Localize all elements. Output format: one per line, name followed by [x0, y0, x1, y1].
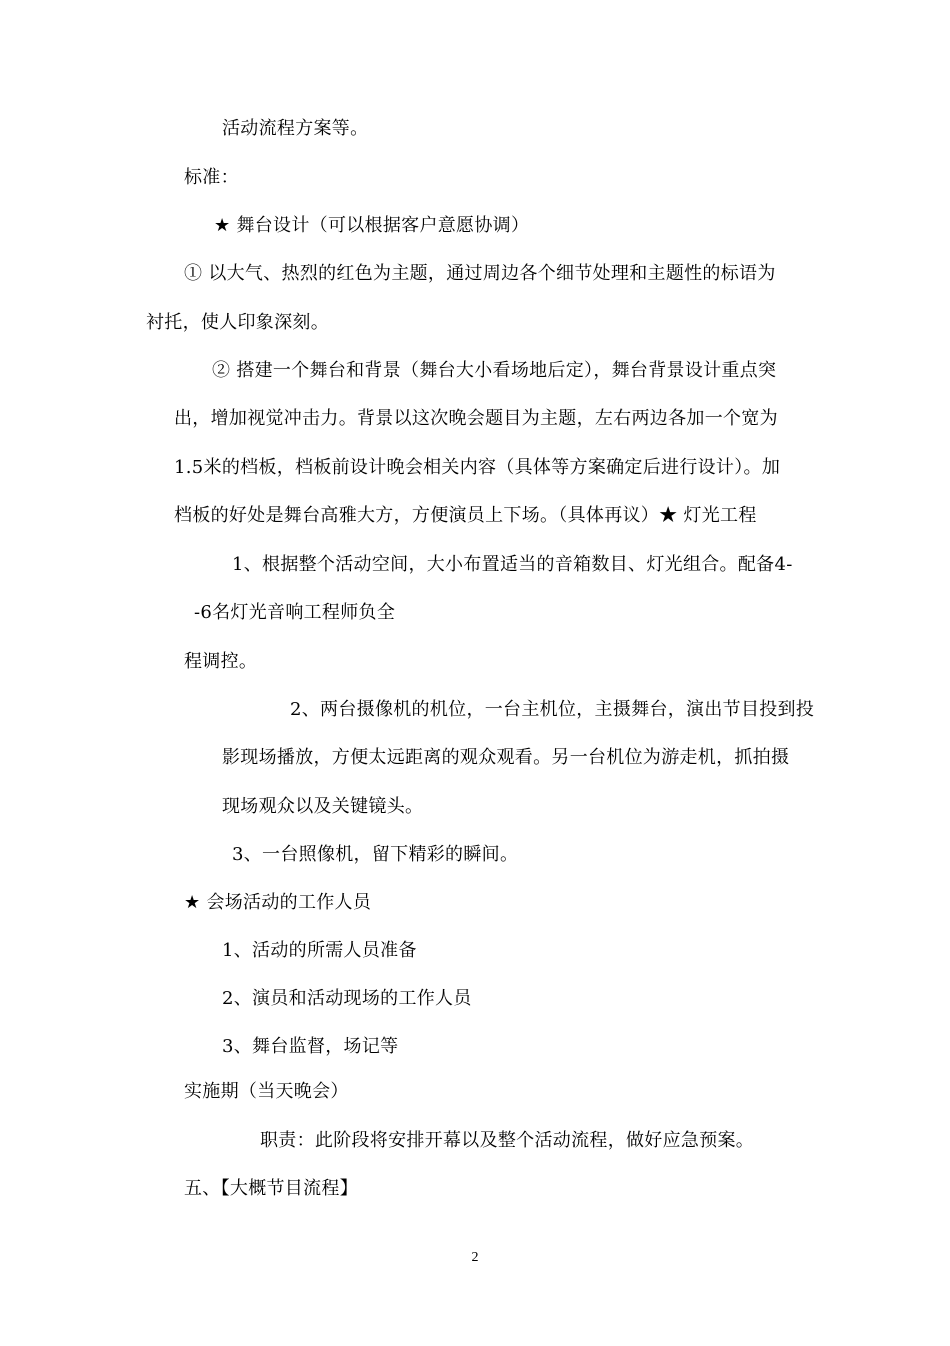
- page-number: 2: [471, 1250, 479, 1265]
- text-line-11: -6名灯光音响工程师负全: [194, 602, 396, 623]
- text-line-6: ② 搭建一个舞台和背景（舞台大小看场地后定），舞台背景设计重点突: [212, 360, 777, 381]
- text-line-12: 程调控。: [184, 651, 258, 672]
- heading-standard: 标准：: [184, 167, 239, 188]
- text-line-5: 衬托，使人印象深刻。: [146, 312, 329, 333]
- section-program-flow: 五、【大概节目流程】: [184, 1178, 358, 1199]
- text-line-10: 1、根据整个活动空间，大小布置适当的音箱数目、灯光组合。配备4-: [232, 554, 793, 575]
- section-stage-design: ★ 舞台设计（可以根据客户意愿协调）: [214, 215, 530, 236]
- text-line-4: ① 以大气、热烈的红色为主题，通过周边各个细节处理和主题性的标语为: [184, 263, 776, 284]
- text-line-9: 档板的好处是舞台高雅大方，方便演员上下场。（具体再议）★ 灯光工程: [174, 505, 757, 526]
- text-line-21: 实施期（当天晚会）: [184, 1081, 349, 1102]
- text-line-16: 3、一台照像机，留下精彩的瞬间。: [232, 844, 519, 865]
- text-line-1: 活动流程方案等。: [222, 118, 369, 139]
- text-line-18: 1、活动的所需人员准备: [222, 940, 417, 961]
- section-staff: ★ 会场活动的工作人员: [184, 892, 372, 913]
- text-line-22: 职责：此阶段将安排开幕以及整个活动流程，做好应急预案。: [260, 1130, 755, 1151]
- text-line-19: 2、演员和活动现场的工作人员: [222, 988, 472, 1009]
- text-line-7: 出，增加视觉冲击力。背景以这次晚会题目为主题，左右两边各加一个宽为: [174, 408, 778, 429]
- text-line-14: 影现场播放，方便太远距离的观众观看。另一台机位为游走机，抓拍摄: [222, 747, 790, 768]
- text-line-20: 3、舞台监督，场记等: [222, 1036, 399, 1057]
- text-line-13: 2、两台摄像机的机位，一台主机位，主摄舞台，演出节目投到投: [290, 699, 815, 720]
- text-line-8: 1.5米的档板，档板前设计晚会相关内容（具体等方案确定后进行设计）。加: [174, 457, 781, 478]
- text-line-15: 现场观众以及关键镜头。: [222, 796, 424, 817]
